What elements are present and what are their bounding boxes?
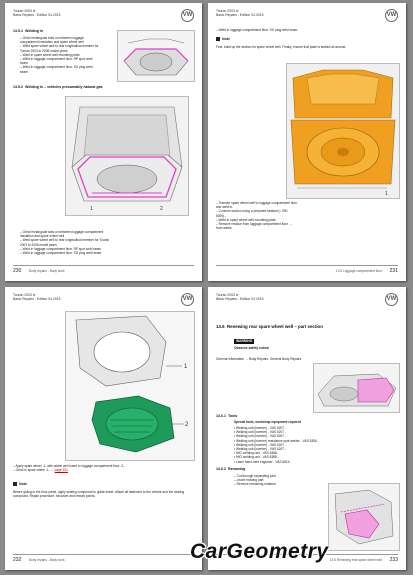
page-footer — [216, 265, 398, 276]
page-header — [13, 9, 194, 23]
list-item: – Leave existing part — [234, 478, 264, 483]
footer-text: 13.5 Luggage compartment floor — [335, 269, 382, 273]
rear-body-figure — [65, 96, 189, 216]
header-subtitle: Basic Repairs - Edition 04.2015 — [13, 13, 61, 17]
list-item: – Apply spare wheel -1- with wheel well insert to luggage compartment floor -2-. — [13, 464, 126, 468]
list-item: • Welding unit (inverter) - VAS 6207 - — [234, 426, 287, 430]
list-item: – Transfer spare wheel well to luggage compartment floor and weld in. — [216, 201, 298, 210]
luggage-floor-figure — [286, 63, 400, 199]
spare-wheel-insert-figure — [65, 311, 195, 461]
list-item: – Connect section using a prepared sealant (≈ 500-6009)... — [216, 209, 289, 218]
footer-text: Body repairs - Body work — [29, 269, 65, 273]
svg-text:2: 2 — [160, 206, 163, 212]
spare-wheel-well-figure — [117, 30, 195, 82]
list-item: – Cut through separating joint — [234, 474, 276, 478]
list-item: – Grind rectangular tabs on between luggage compartment insulation and spare wheel well — [20, 230, 104, 239]
tools-heading: Special tools, workshop equipment required — [234, 420, 302, 424]
document-page-233 — [208, 287, 406, 570]
list-item: • Welding unit (inverter) - VAS 6207 - — [234, 442, 287, 447]
list-item: • Welding unit (inverter) resistance spot welder - VAS 6356 - — [234, 438, 319, 443]
warning-text: Observe safety notes! — [234, 346, 270, 350]
section-heading: 13.5.2 Welding in – vehicles presumably natural gas — [13, 85, 103, 89]
page-number: 232 — [13, 557, 22, 563]
list-item: – Weld in spare wheel well mounting plate. — [20, 52, 81, 57]
header-subtitle: Basic Repairs - Edition 04.2015 — [216, 297, 264, 301]
list-item: – Remove residue from luggage compartment floor → from welds. — [216, 222, 293, 231]
list-item: • Welding unit (inverter) - VAS 6207 - — [234, 447, 287, 452]
cut-line-figure — [328, 483, 400, 551]
list-item: – Weld spare wheel well to rear longitudinal member for Touran 2003 to 2006 model years — [20, 44, 99, 53]
section-heading: 13.5.1 Welding in — [13, 29, 44, 33]
note-text: First, build up the section for spare wheel well. Finally, ensure that plate is seated all around. — [216, 45, 347, 49]
document-page-232 — [5, 287, 202, 570]
bullet-list — [234, 474, 314, 487]
list-item: – Remove remaining material — [234, 482, 276, 487]
bullet-list — [13, 464, 133, 472]
section-heading: 13.6.2 Removing — [216, 467, 246, 471]
note-label: Note — [216, 37, 230, 41]
part-section-figure — [313, 363, 400, 413]
footer-text: Body repairs - Body work — [29, 558, 65, 562]
page-footer — [13, 265, 194, 276]
page-number: 233 — [389, 557, 398, 563]
list-item: – Weld in luggage compartment floor. SG plug weld seam — [20, 251, 102, 256]
header-title: Touran 2003 ➤ — [216, 293, 239, 297]
page-header — [216, 293, 398, 307]
list-item: – Grind rectangular tabs on between luggage compartment insulation and spare wheel well — [20, 36, 84, 45]
watermark-logo: CarGeometry — [190, 540, 329, 563]
section-heading: 13.6.1 Tools — [216, 414, 238, 418]
warning-badge: WARNING — [236, 339, 253, 343]
list-item: – Weld in luggage compartment floor. RP spot weld seam — [20, 246, 102, 251]
list-item: – Weld spare wheel well to rear longitudinal member for Touran 2003 to 2006 model years — [20, 238, 110, 247]
footer-text: 13.6 Renewing rear spare wheel well — [329, 558, 382, 562]
list-item: • MIG welding unit - VAS 6388 - — [234, 451, 279, 456]
page-footer — [13, 554, 194, 565]
document-page-230 — [5, 3, 202, 281]
svg-text:1: 1 — [385, 191, 388, 197]
header-title: Touran 2003 ➤ — [216, 9, 239, 13]
vw-logo-icon: VW — [181, 293, 194, 306]
header-subtitle: Basic Repairs - Edition 04.2015 — [13, 297, 61, 301]
list-item: • MIG welding unit - VAS 6388 - — [234, 455, 279, 460]
document-page-231 — [208, 3, 406, 281]
page-number: 231 — [389, 268, 398, 274]
list-item: – Weld in luggage compartment floor. RP spot weld seam — [20, 57, 93, 66]
bullet-list — [20, 230, 112, 255]
list-item: • Welding unit (inverter) - VAS 6207 - — [234, 434, 287, 439]
list-item: – Grind in spare wheel -1- → page 231 — [13, 468, 68, 473]
page-link[interactable]: page 231 — [54, 468, 68, 473]
vw-logo-icon: VW — [385, 293, 398, 306]
callout-1: 1 — [184, 364, 188, 370]
list-item: • Welding unit (inverter) - VAS 6207 - — [234, 430, 287, 435]
tool-list — [234, 426, 324, 464]
note-icon — [216, 37, 220, 41]
header-title: Touran 2003 ➤ — [13, 293, 36, 297]
section-heading: 13.6 Renewing rear spare wheel well – part section — [216, 324, 323, 329]
vw-logo-icon: VW — [385, 9, 398, 22]
bullet-list — [216, 201, 298, 230]
note-icon — [13, 482, 17, 486]
note-label: Note — [13, 482, 27, 486]
list-item: – Weld in spare wheel well mounting plate. — [216, 217, 277, 222]
page-header — [216, 9, 398, 23]
note-text: Before gluing in the floor panel, apply sealing compound to guide sheet. Attach all fasteners to the vehicle and the sealing compound. Repair procedure, structure and rework points. — [13, 490, 185, 499]
list-item: • Laser hand-held engraver - VAS 6615 - — [234, 459, 292, 464]
callout-2: 2 — [185, 422, 189, 428]
header-subtitle: Basic Repairs - Edition 04.2015 — [216, 13, 264, 17]
list-item: – Weld in luggage compartment floor. SG plug weld seam — [20, 65, 93, 74]
bullet-list — [20, 36, 100, 74]
header-title: Touran 2003 ➤ — [13, 9, 36, 13]
vw-logo-icon: VW — [181, 9, 194, 22]
svg-text:1: 1 — [90, 206, 93, 212]
general-info: General information → Body Repairs, General Body Repairs — [216, 357, 302, 361]
bullet-item: – Weld in luggage compartment floor. SG plug weld seam — [216, 28, 298, 32]
page-header — [13, 293, 194, 307]
page-number: 230 — [13, 268, 22, 274]
